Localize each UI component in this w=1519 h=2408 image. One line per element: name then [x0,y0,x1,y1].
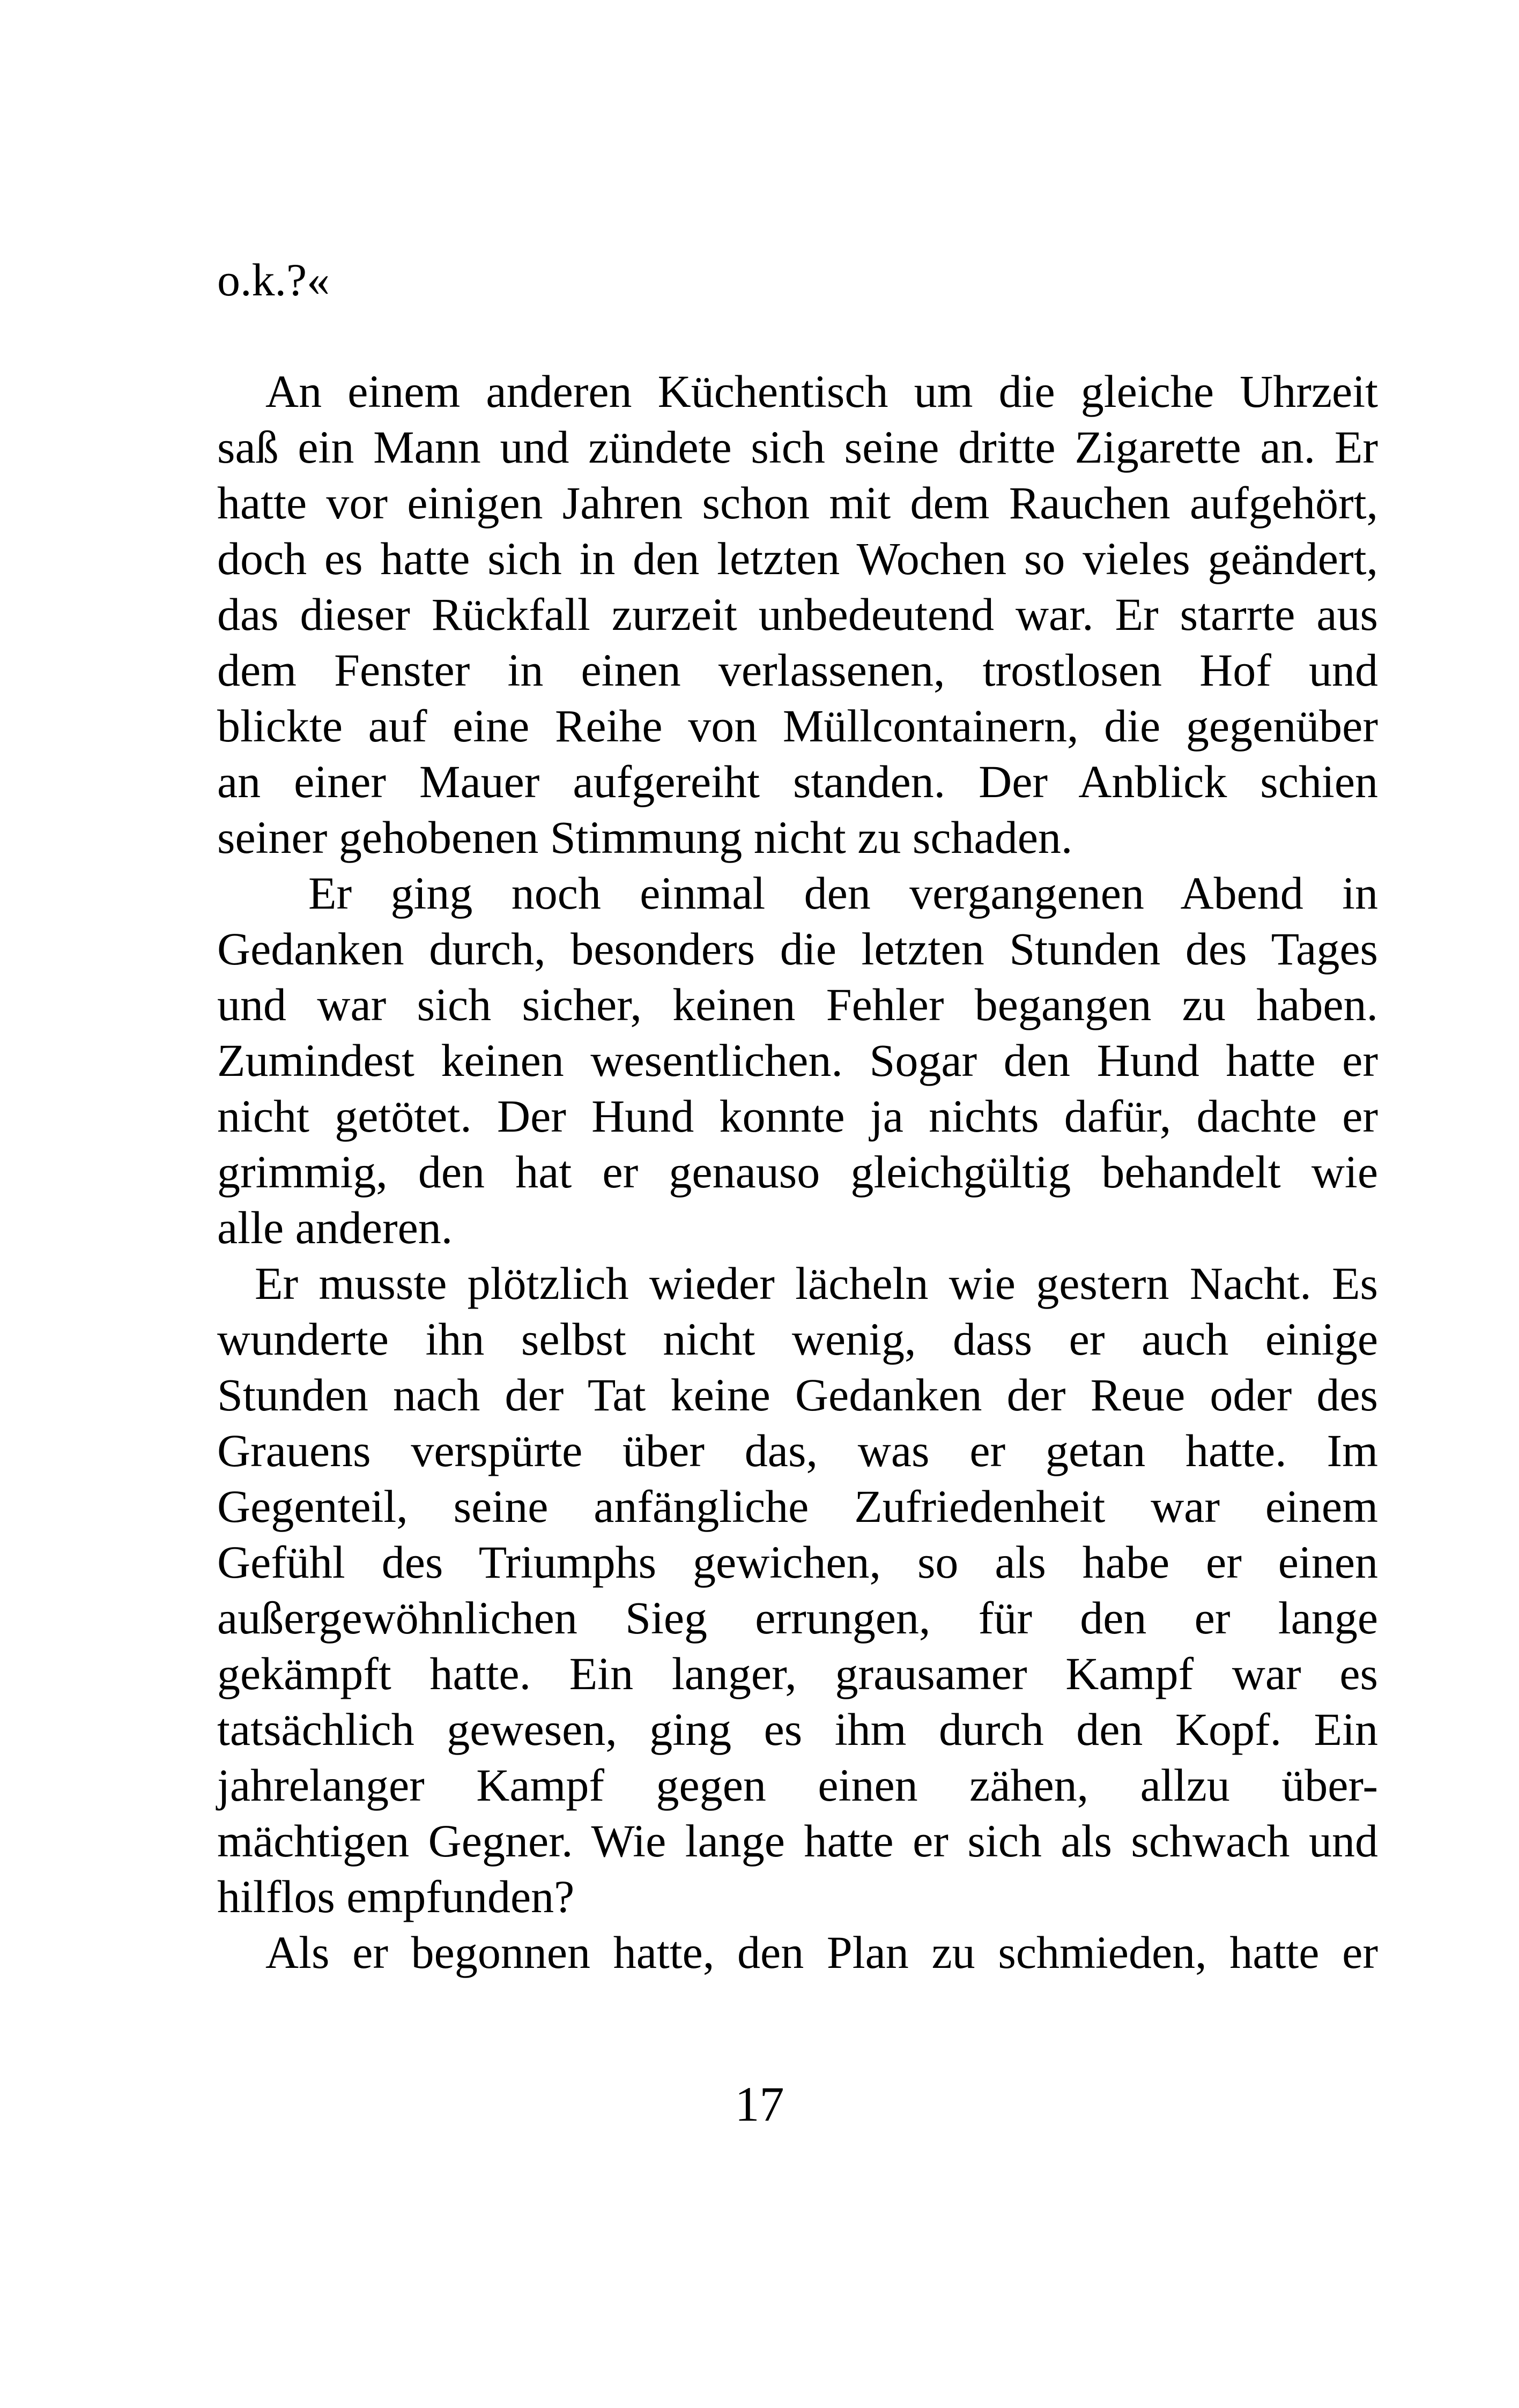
text-line: außergewöhnlichen Sieg errungen, für den er lange [217,1592,1378,1644]
text-line: saß ein Mann und zündete sich seine dritte Zigarette an. Er [217,421,1378,473]
text-line: doch es hatte sich in den letzten Wochen so vieles geändert, [217,533,1378,584]
page-number: 17 [735,2077,784,2131]
text-line: grimmig, den hat er genauso gleichgültig behandelt wie [217,1146,1378,1198]
text-line: Stunden nach der Tat keine Gedanken der Reue oder des [217,1369,1378,1421]
blank-line [217,308,1378,363]
text-line: hilflos empfunden? [217,1871,575,1922]
text-line: nicht getötet. Der Hund konnte ja nichts dafür, dachte er [217,1090,1378,1142]
text-line: und war sich sicher, keinen Fehler begangen zu haben. [217,979,1378,1030]
text-line: Er musste plötzlich wieder lächeln wie gestern Nacht. Es [255,1258,1378,1309]
text-line: mächtigen Gegner. Wie lange hatte er sich als schwach und [217,1815,1378,1867]
paragraph-3 [217,1255,1378,1924]
paragraph-2 [217,865,1378,1255]
text-line: hatte vor einigen Jahren schon mit dem Rauchen aufgehört, [217,477,1378,529]
text-line: gekämpft hatte. Ein langer, grausamer Kampf war es [217,1648,1378,1699]
text-line: Gedanken durch, besonders die letzten Stunden des Tages [217,923,1378,975]
paragraph-1 [217,363,1378,865]
text-line: tatsächlich gewesen, ging es ihm durch den Kopf. Ein [217,1704,1378,1755]
text-line: an einer Mauer aufgereiht standen. Der Anblick schien [217,756,1378,807]
text-line: jahrelanger Kampf gegen einen zähen, allzu über- [217,1759,1378,1811]
text-line: Zumindest keinen wesentlichen. Sogar den Hund hatte er [217,1035,1378,1086]
text-line: seiner gehobenen Stimmung nicht zu schaden. [217,812,1073,863]
opening-line: o.k.?« [217,254,330,306]
text-line: dem Fenster in einen verlassenen, trostlosen Hof und [217,644,1378,696]
text-line: Als er begonnen hatte, den Plan zu schmieden, hatte er [265,1927,1378,1978]
text-line: Gefühl des Triumphs gewichen, so als habe er einen [217,1536,1378,1588]
body-text [217,252,1378,1980]
text-line: blickte auf eine Reihe von Müllcontainern, die gegenüber [217,700,1378,752]
text-line: wunderte ihn selbst nicht wenig, dass er auch einige [217,1313,1378,1365]
text-line: alle anderen. [217,1202,453,1253]
text-line: Grauens verspürte über das, was er getan hatte. Im [217,1425,1378,1476]
text-line: das dieser Rückfall zurzeit unbedeutend war. Er starrte aus [217,589,1378,640]
paragraph-4 [217,1924,1378,1980]
text-line: Gegenteil, seine anfängliche Zufriedenheit war einem [217,1481,1378,1532]
text-line: Er ging noch einmal den vergangenen Abend in [308,867,1378,919]
text-line: An einem anderen Küchentisch um die gleiche Uhrzeit [265,366,1378,417]
